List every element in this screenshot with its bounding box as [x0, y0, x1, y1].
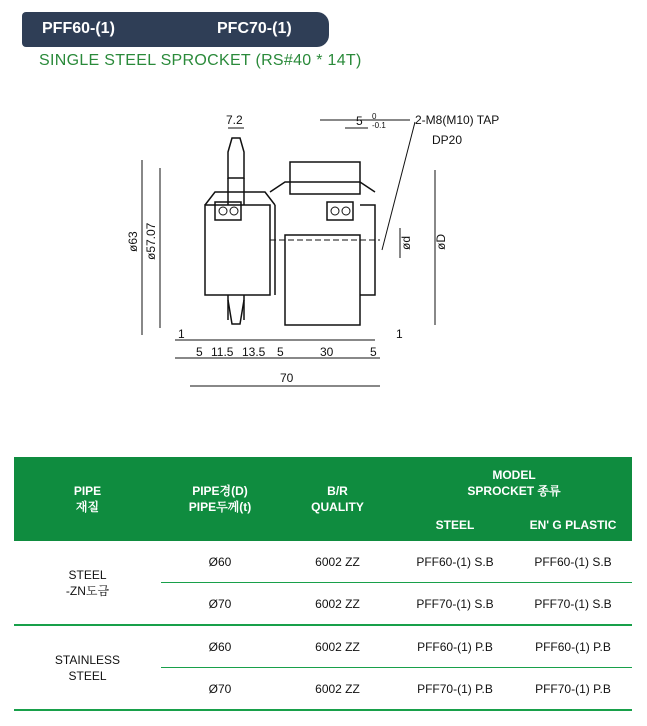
table-row: Ø70 6002 ZZ PFF70-(1) S.B PFF70-(1) S.B [14, 583, 632, 626]
model-right: PFC70-(1) [217, 20, 292, 37]
tol-upper: 0 [372, 112, 377, 121]
th-br: B/R QUALITY [279, 457, 396, 541]
th-model: MODEL SPROCKET 종류 [396, 457, 632, 509]
seg-5c: 5 [370, 345, 377, 359]
dim-5-top: 5 [356, 114, 363, 128]
th-pipe-dim: PIPE경(D) PIPE두께(t) [161, 457, 279, 541]
subtitle: SINGLE STEEL SPROCKET (RS#40 * 14T) [39, 52, 362, 69]
technical-drawing [120, 110, 540, 400]
th-pipe: PIPE 재질 [14, 457, 161, 541]
spec-table [14, 457, 632, 711]
th-steel: STEEL [396, 509, 514, 541]
dia-pipe: øD [434, 234, 448, 250]
dim-7-2: 7.2 [226, 113, 243, 127]
material-steel: STEEL -ZN도금 [14, 541, 161, 625]
th-eng-plastic: EN' G PLASTIC [514, 509, 632, 541]
tol-lower: -0.1 [372, 121, 386, 130]
model-banner [22, 12, 329, 47]
seg-5b: 5 [277, 345, 284, 359]
model-left: PFF60-(1) [42, 20, 115, 37]
tap-depth: DP20 [432, 133, 463, 147]
seg-30: 30 [320, 345, 334, 359]
sprocket-body [205, 138, 275, 324]
dia-bore: ød [399, 235, 413, 250]
dim-70: 70 [280, 371, 294, 385]
seg-13-5: 13.5 [242, 345, 266, 359]
dim-1-left: 1 [178, 327, 185, 341]
table-row: Ø70 6002 ZZ PFF70-(1) P.B PFF70-(1) P.B [14, 668, 632, 711]
tap-note: 2-M8(M10) TAP [415, 113, 500, 127]
table-row: STAINLESS STEEL Ø60 6002 ZZ PFF60-(1) P.B PFF60-(1) P.B [14, 625, 632, 668]
dim-1-right: 1 [396, 327, 403, 341]
dia-57-07: ø57.07 [144, 222, 158, 260]
table-row: STEEL -ZN도금 Ø60 6002 ZZ PFF60-(1) S.B PFF60-(1) S.B [14, 541, 632, 583]
seg-5a: 5 [196, 345, 203, 359]
seg-11-5: 11.5 [211, 345, 234, 359]
bearing-right [327, 202, 353, 220]
pipe-housing [270, 162, 380, 325]
dia-63: ø63 [126, 231, 140, 252]
material-stainless: STAINLESS STEEL [14, 625, 161, 710]
